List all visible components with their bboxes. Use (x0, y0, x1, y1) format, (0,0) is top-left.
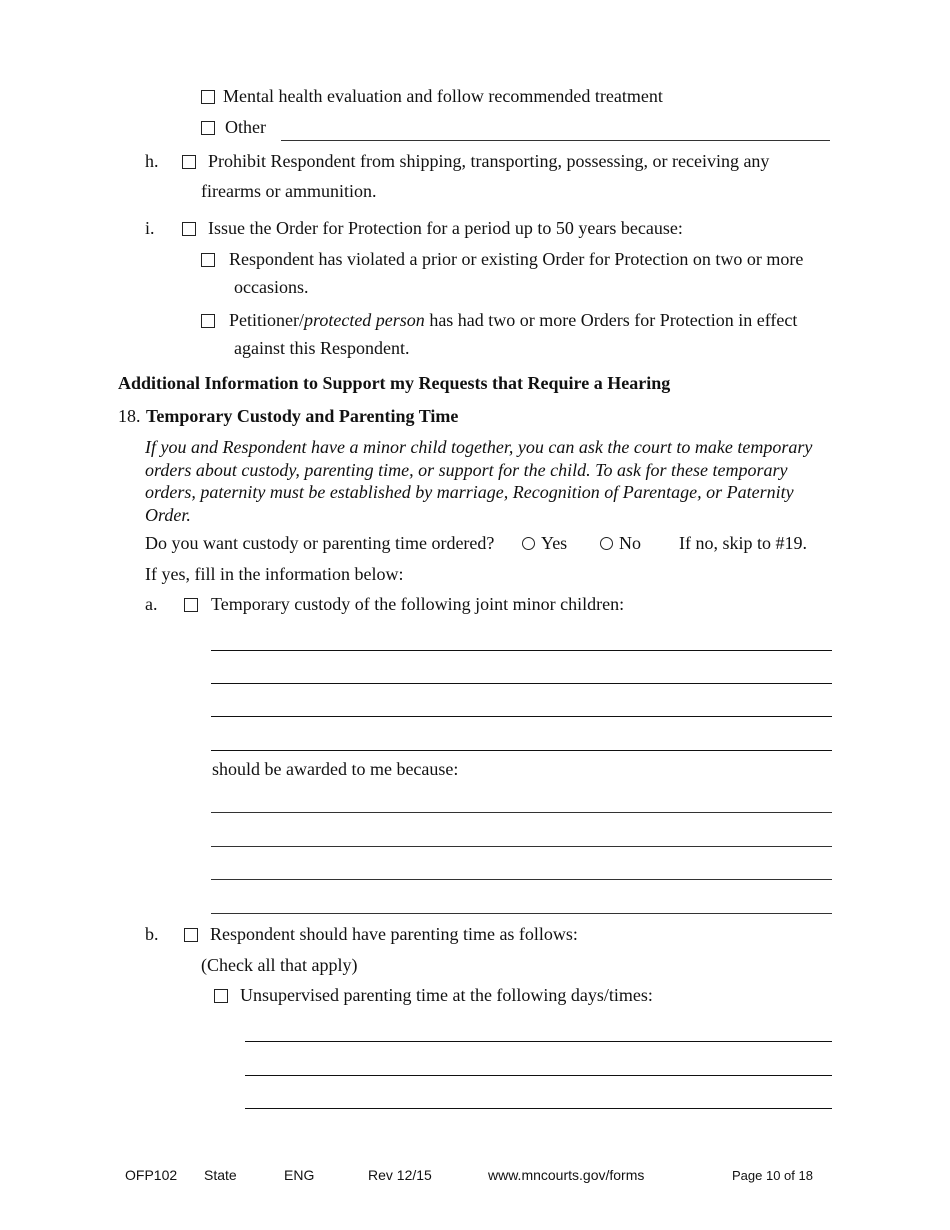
temporary-custody-checkbox[interactable] (184, 598, 198, 612)
additional-info-heading: Additional Information to Support my Requests that Require a Hearing (118, 373, 671, 393)
if-yes-instruction: If yes, fill in the information below: (145, 564, 404, 584)
footer-url[interactable]: www.mncourts.gov/forms (488, 1167, 645, 1183)
other-label: Other (225, 117, 266, 137)
children-line-4[interactable] (211, 750, 832, 751)
violated-prior-order-line2: occasions. (234, 277, 309, 297)
section-number: 18. (118, 406, 141, 426)
yes-label: Yes (541, 533, 568, 553)
fifty-years-checkbox[interactable] (182, 222, 196, 236)
children-line-3[interactable] (211, 716, 832, 717)
violated-prior-order-checkbox[interactable] (201, 253, 215, 267)
footer-state: State (204, 1167, 237, 1183)
days-times-line-2[interactable] (245, 1075, 832, 1076)
item-b-letter: b. (145, 924, 159, 944)
days-times-line-3[interactable] (245, 1108, 832, 1109)
petitioner-text: Petitioner/ (229, 310, 304, 330)
footer-page-number: Page 10 of 18 (732, 1168, 813, 1183)
item-a-letter: a. (145, 594, 158, 614)
footer-language: ENG (284, 1167, 315, 1183)
firearms-checkbox[interactable] (182, 155, 196, 169)
yes-radio[interactable] (522, 537, 535, 550)
no-label: No (619, 533, 641, 553)
violated-prior-order-line1: Respondent has violated a prior or existing Order for Protection on two or more (229, 249, 804, 269)
item-i-letter: i. (145, 218, 155, 238)
footer-revision: Rev 12/15 (368, 1167, 432, 1183)
yes-option[interactable] (522, 533, 567, 555)
no-option[interactable] (600, 533, 641, 555)
orders-text: has had two or more Orders for Protection in effect (424, 310, 798, 330)
protected-person-text: protected person (304, 310, 425, 330)
children-line-1[interactable] (211, 650, 832, 651)
days-times-line-1[interactable] (245, 1041, 832, 1042)
fifty-years-label: Issue the Order for Protection for a period up to 50 years because: (208, 218, 683, 238)
temporary-custody-label: Temporary custody of the following joint minor children: (211, 594, 625, 614)
reason-line-4[interactable] (211, 913, 832, 914)
check-all-note: (Check all that apply) (201, 955, 358, 975)
two-or-more-orders-line2: against this Respondent. (234, 338, 410, 358)
mental-health-checkbox[interactable] (201, 90, 215, 104)
reason-line-1[interactable] (211, 812, 832, 813)
skip-note: If no, skip to #19. (679, 533, 807, 553)
reason-line-2[interactable] (211, 846, 832, 847)
children-line-2[interactable] (211, 683, 832, 684)
parenting-time-checkbox[interactable] (184, 928, 198, 942)
unsupervised-checkbox[interactable] (214, 989, 228, 1003)
firearms-label-line2: firearms or ammunition. (201, 181, 377, 201)
two-or-more-orders-line1 (229, 310, 797, 332)
footer-form-id: OFP102 (125, 1167, 178, 1183)
other-text-line[interactable] (281, 140, 830, 141)
two-or-more-orders-checkbox[interactable] (201, 314, 215, 328)
parenting-time-label: Respondent should have parenting time as follows: (210, 924, 578, 944)
section-title: Temporary Custody and Parenting Time (146, 406, 459, 426)
item-h-letter: h. (145, 151, 159, 171)
firearms-label-line1: Prohibit Respondent from shipping, transporting, possessing, or receiving any (208, 151, 770, 171)
unsupervised-label: Unsupervised parenting time at the following days/times: (240, 985, 653, 1005)
custody-question: Do you want custody or parenting time ordered? (145, 533, 495, 553)
reason-line-3[interactable] (211, 879, 832, 880)
awarded-because-label: should be awarded to me because: (212, 759, 459, 779)
instructions-paragraph: If you and Respondent have a minor child together, you can ask the court to make temporary orders about custody, parenting time, or support for the child. To ask for these temporary orders, paternity must be established by marriage, Recognition of Parentage, or Paternity Order. (145, 437, 813, 525)
mental-health-label: Mental health evaluation and follow recommended treatment (223, 86, 663, 106)
other-checkbox[interactable] (201, 121, 215, 135)
no-radio[interactable] (600, 537, 613, 550)
